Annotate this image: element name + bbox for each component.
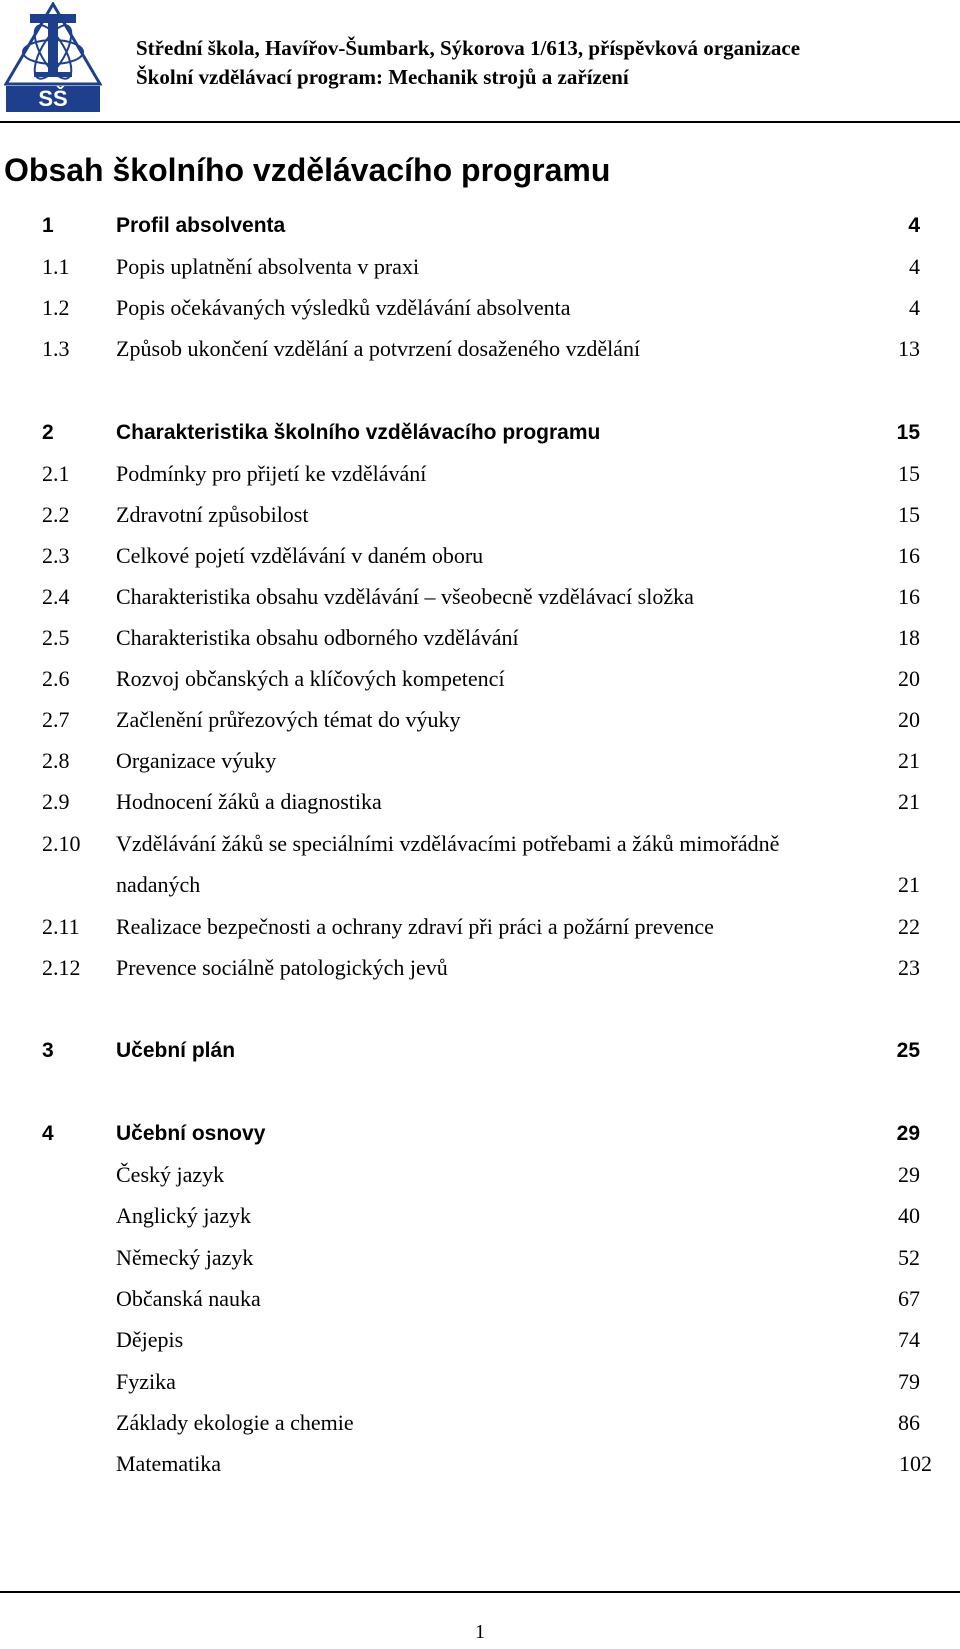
toc-subject[interactable] xyxy=(0,1160,960,1190)
toc-page: 15 xyxy=(896,421,920,444)
toc-title: Vzdělávání žáků se speciálními vzdělávacími potřebami a žáků mimořádně xyxy=(116,831,780,856)
toc-number: 1 xyxy=(42,214,54,237)
toc-entry[interactable] xyxy=(0,787,960,817)
page-number: 1 xyxy=(475,1621,485,1643)
toc-page: 29 xyxy=(898,1162,920,1187)
toc-number: 2 xyxy=(42,421,54,444)
toc-number: 4 xyxy=(42,1122,54,1145)
toc-entry[interactable] xyxy=(0,582,960,612)
toc-subject[interactable] xyxy=(0,1408,960,1438)
toc-number: 2.12 xyxy=(42,955,81,980)
toc-page: 102 xyxy=(899,1451,932,1476)
toc-title: Prevence sociálně patologických jevů xyxy=(116,955,448,980)
toc-title: Učební osnovy xyxy=(116,1122,266,1145)
toc-number: 2.3 xyxy=(42,543,70,568)
toc-title: Rozvoj občanských a klíčových kompetencí xyxy=(116,666,505,691)
toc-entry[interactable] xyxy=(0,500,960,530)
toc-entry[interactable] xyxy=(0,746,960,776)
toc-title: Základy ekologie a chemie xyxy=(116,1410,354,1435)
toc-entry[interactable] xyxy=(0,664,960,694)
toc-number: 1.1 xyxy=(42,254,70,279)
toc-page: 16 xyxy=(898,584,920,609)
toc-title: Celkové pojetí vzdělávání v daném oboru xyxy=(116,543,484,568)
toc-title: Charakteristika školního vzdělávacího programu xyxy=(116,421,601,444)
toc-title: Charakteristika obsahu odborného vzdělávání xyxy=(116,625,519,650)
toc-title: Charakteristika obsahu vzdělávání – všeobecně vzdělávací složka xyxy=(116,584,694,609)
toc-entry[interactable] xyxy=(0,334,960,364)
toc-entry[interactable] xyxy=(0,252,960,282)
toc-page: 23 xyxy=(898,955,920,980)
toc-title: Zdravotní způsobilost xyxy=(116,502,309,527)
toc-number: 2.11 xyxy=(42,914,80,939)
toc-entry[interactable] xyxy=(0,912,960,942)
toc-section[interactable] xyxy=(0,1119,960,1149)
toc-title: Občanská nauka xyxy=(116,1286,261,1311)
toc-page: 79 xyxy=(898,1369,920,1394)
toc-page: 21 xyxy=(898,789,920,814)
toc-subject[interactable] xyxy=(0,1284,960,1314)
toc-page: 4 xyxy=(909,295,920,320)
toc-subject[interactable] xyxy=(0,1201,960,1231)
toc-entry[interactable] xyxy=(0,623,960,653)
toc-section[interactable] xyxy=(0,211,960,241)
toc-number: 2.10 xyxy=(42,831,81,856)
toc-entry[interactable] xyxy=(0,459,960,489)
toc-entry[interactable] xyxy=(0,829,960,859)
toc-number: 3 xyxy=(42,1039,54,1062)
toc-title: Německý jazyk xyxy=(116,1245,254,1270)
toc-entry[interactable] xyxy=(0,953,960,983)
toc-title: Hodnocení žáků a diagnostika xyxy=(116,789,382,814)
toc-title: Dějepis xyxy=(116,1327,184,1352)
toc-number: 2.4 xyxy=(42,584,70,609)
toc-number: 1.3 xyxy=(42,336,70,361)
toc-number: 2.9 xyxy=(42,789,70,814)
toc-subject[interactable] xyxy=(0,1243,960,1273)
toc-title: Profil absolventa xyxy=(116,214,286,237)
toc-title: Matematika xyxy=(116,1451,222,1476)
toc-page: 52 xyxy=(898,1245,920,1270)
toc-section[interactable] xyxy=(0,1036,960,1066)
toc-entry[interactable] xyxy=(0,541,960,571)
toc-page: 15 xyxy=(898,461,920,486)
school-name: Střední škola, Havířov-Šumbark, Sýkorova 1/613, příspěvková organizace xyxy=(136,36,801,60)
toc-subject[interactable] xyxy=(0,1449,960,1479)
toc-title: Způsob ukončení vzdělání a potvrzení dosaženého vzdělání xyxy=(116,336,641,361)
toc-number: 2.5 xyxy=(42,625,70,650)
toc-page: 21 xyxy=(898,872,920,897)
document-title: Obsah školního vzdělávacího programu xyxy=(4,152,611,188)
toc-page: 22 xyxy=(898,914,920,939)
toc-page: 4 xyxy=(908,214,920,237)
toc-title: Popis uplatnění absolventa v praxi xyxy=(116,254,420,279)
toc-page: 20 xyxy=(898,707,920,732)
toc-title: Anglický jazyk xyxy=(116,1203,252,1228)
toc-page: 15 xyxy=(898,502,920,527)
toc-number: 1.2 xyxy=(42,295,70,320)
toc-page: 40 xyxy=(898,1203,920,1228)
footer-divider xyxy=(0,1591,960,1593)
toc-page: 4 xyxy=(909,254,920,279)
toc-page: 13 xyxy=(898,336,920,361)
toc-subject[interactable] xyxy=(0,1325,960,1355)
toc-page: 86 xyxy=(898,1410,920,1435)
toc-title: Začlenění průřezových témat do výuky xyxy=(116,707,461,732)
toc-title: Učební plán xyxy=(116,1039,236,1062)
toc-title: nadaných xyxy=(116,872,201,897)
toc-title: Realizace bezpečnosti a ochrany zdraví při práci a požární prevence xyxy=(116,914,714,939)
toc-title: Fyzika xyxy=(116,1369,176,1394)
logo-text: SŠ xyxy=(38,86,68,111)
toc-page: 18 xyxy=(898,625,920,650)
toc-page: 29 xyxy=(896,1122,920,1145)
toc-number: 2.8 xyxy=(42,748,70,773)
toc-title: Popis očekávaných výsledků vzdělávání absolventa xyxy=(116,295,571,320)
toc-page: 20 xyxy=(898,666,920,691)
toc-title: Podmínky pro přijetí ke vzdělávání xyxy=(116,461,427,486)
toc-number: 2.7 xyxy=(42,707,70,732)
toc-entry[interactable] xyxy=(0,705,960,735)
toc-page: 21 xyxy=(898,748,920,773)
toc-page: 16 xyxy=(898,543,920,568)
toc-entry[interactable] xyxy=(0,293,960,323)
toc-page: 74 xyxy=(898,1327,920,1352)
toc-number: 2.2 xyxy=(42,502,70,527)
toc-page: 25 xyxy=(896,1039,920,1062)
program-name: Školní vzdělávací program: Mechanik strojů a zařízení xyxy=(136,65,629,89)
toc-title: Český jazyk xyxy=(116,1162,225,1187)
toc-subject[interactable] xyxy=(0,1367,960,1397)
toc-entry-continuation[interactable] xyxy=(0,870,960,900)
toc-section[interactable] xyxy=(0,418,960,448)
toc-number: 2.6 xyxy=(42,666,70,691)
toc-title: Organizace výuky xyxy=(116,748,277,773)
toc-number: 2.1 xyxy=(42,461,70,486)
toc-page: 67 xyxy=(898,1286,920,1311)
